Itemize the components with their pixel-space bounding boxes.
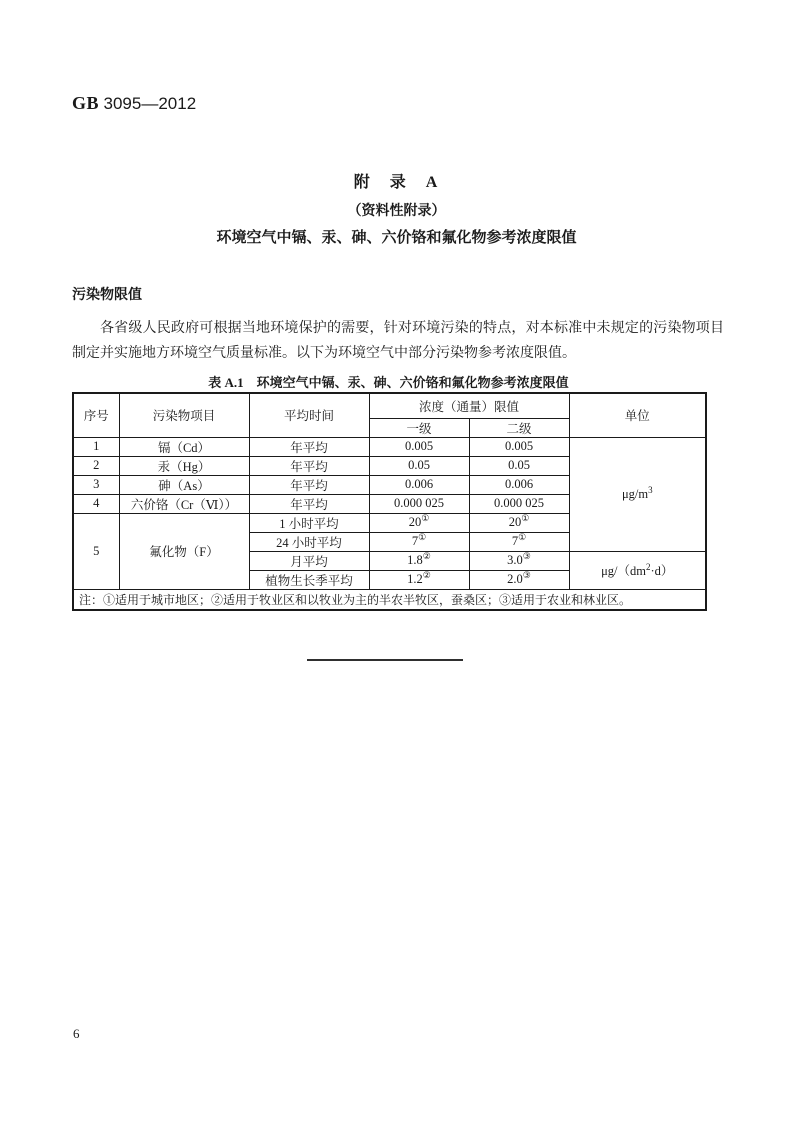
table-footnote-row [73,589,706,610]
cell-level2: 0.000 025 [469,494,569,513]
header-no: 序号 [73,393,119,437]
cell-level1: 7① [369,532,469,551]
cell-level2: 0.005 [469,437,569,456]
cell-level1: 0.05 [369,456,469,475]
cell-level2: 7① [469,532,569,551]
cell-level1: 0.005 [369,437,469,456]
cell-unit-mass: $\mu g/m^3$ [569,437,706,551]
cell-avg-time: 植物生长季平均 [249,570,369,589]
table-caption: 表 A.1 环境空气中镉、汞、砷、六价铬和氟化物参考浓度限值 [208,375,569,390]
standard-code: 3095—2012 [103,94,197,113]
section-heading: 污染物限值 [72,288,142,303]
standard-prefix: GB [72,93,100,113]
table-footnote: 注：①适用于城市地区；②适用于牧业区和以牧业为主的半农半牧区，蚕桑区；③适用于农业和林业区。 [73,589,706,610]
header-unit: 单位 [569,393,706,437]
cell-avg-time: 24 小时平均 [249,532,369,551]
cell-pollutant: 砷（As） [119,475,249,494]
header-level2: 二级 [469,418,569,437]
appendix-title-block [0,169,793,247]
cell-avg-time: 年平均 [249,494,369,513]
cell-unit-flux: $\mu g/(dm^2\cdot d)$ [569,551,706,589]
header-avg-time: 平均时间 [249,393,369,437]
end-of-document-line [307,659,463,661]
header-pollutant: 污染物项目 [119,393,249,437]
cell-pollutant: 汞（Hg） [119,456,249,475]
cell-level2: 20① [469,513,569,532]
cell-no: 2 [73,456,119,475]
cell-level2: 2.0③ [469,570,569,589]
cell-no: 5 [73,513,119,589]
body-paragraph: 各省级人民政府可根据当地环境保护的需要，针对环境污染的特点，对本标准中未规定的污染物项目制定并实施地方环境空气质量标准。以下为环境空气中部分污染物参考浓度限值。 [72,321,724,361]
cell-avg-time: 年平均 [249,475,369,494]
appendix-subtitle: （资料性附录） [347,204,446,219]
header-limit-group: 浓度（通量）限值 [369,393,569,418]
cell-level1: 0.000 025 [369,494,469,513]
cell-no: 1 [73,437,119,456]
cell-pollutant: 氟化物（F） [119,513,249,589]
cell-no: 4 [73,494,119,513]
cell-level1: 20① [369,513,469,532]
cell-level1: 1.2② [369,570,469,589]
cell-level1: 1.8② [369,551,469,570]
cell-pollutant: 镉（Cd） [119,437,249,456]
cell-avg-time: 1 小时平均 [249,513,369,532]
cell-avg-time: 年平均 [249,437,369,456]
appendix-title: 附 录 A [353,174,440,191]
appendix-heading: 环境空气中镉、汞、砷、六价铬和氟化物参考浓度限值 [216,230,577,246]
cell-level2: 3.0③ [469,551,569,570]
table-header-row-1 [73,393,706,418]
page-number: 6 [73,1026,80,1041]
cell-level2: 0.006 [469,475,569,494]
standard-number [72,93,196,114]
header-level1: 一级 [369,418,469,437]
table-row-cadmium [73,437,706,456]
cell-avg-time: 月平均 [249,551,369,570]
cell-avg-time: 年平均 [249,456,369,475]
cell-level1: 0.006 [369,475,469,494]
cell-pollutant: 六价铬（Cr（Ⅵ）） [119,494,249,513]
pollutant-limits-table [72,392,707,611]
cell-level2: 0.05 [469,456,569,475]
cell-no: 3 [73,475,119,494]
